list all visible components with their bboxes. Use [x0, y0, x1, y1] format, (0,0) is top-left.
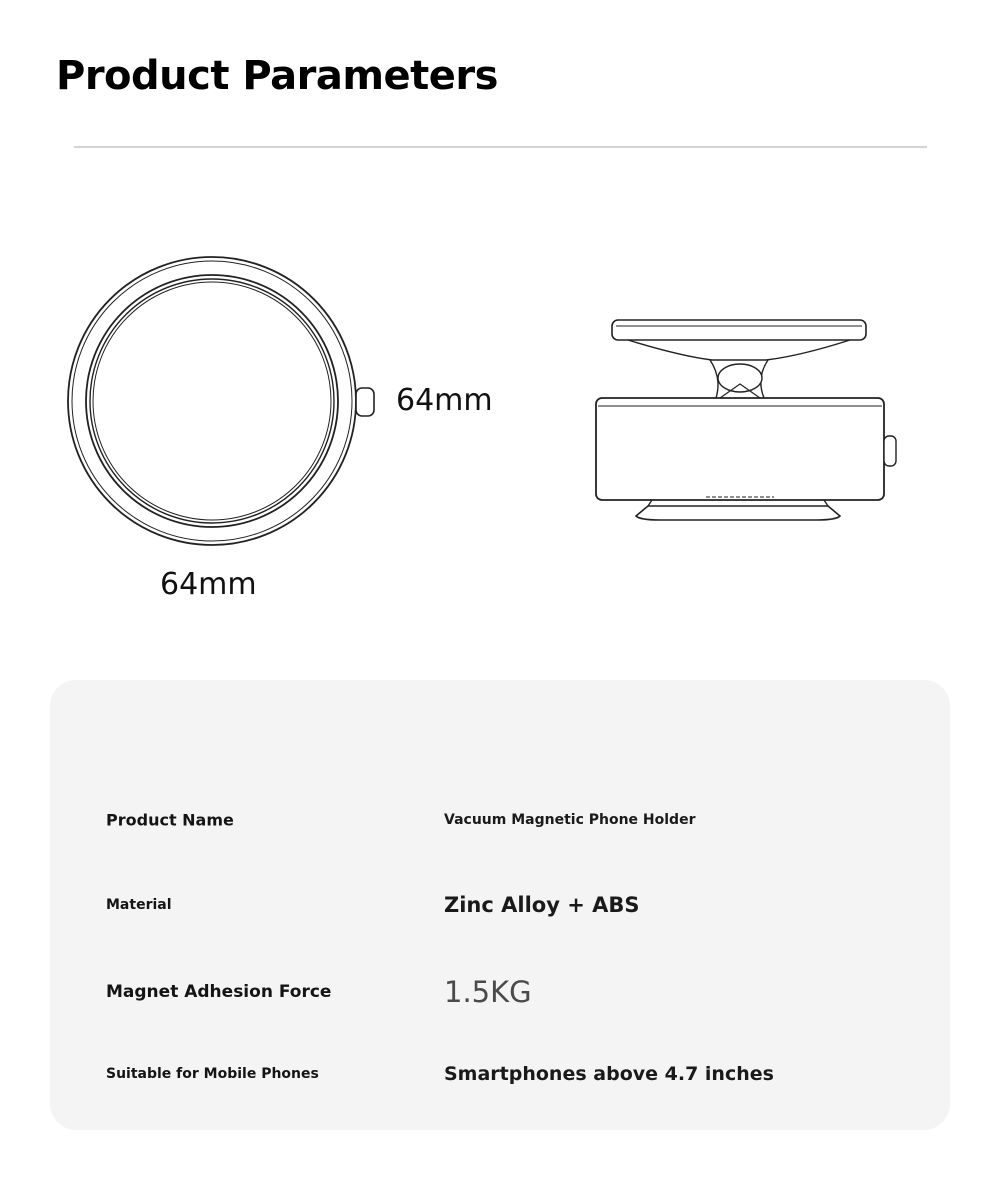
- spec-row-magnet-force: [50, 972, 950, 1012]
- product-dimension-drawing: [0, 220, 1000, 620]
- side-view-illustration: [596, 320, 896, 520]
- spec-value: Smartphones above 4.7 inches: [444, 1063, 774, 1085]
- dimension-height-label: 64mm: [160, 567, 257, 602]
- spec-row-material: [50, 885, 950, 925]
- top-view-illustration: [68, 257, 374, 545]
- spec-row-product-name: [50, 800, 950, 840]
- spec-row-compatible-phones: [50, 1054, 950, 1094]
- spec-table: [50, 680, 950, 1130]
- title-divider: [74, 146, 927, 148]
- dimension-width-label: 64mm: [396, 383, 493, 418]
- spec-value: 1.5KG: [444, 975, 532, 1009]
- page-title: Product Parameters: [56, 53, 498, 99]
- spec-label: Product Name: [106, 810, 234, 830]
- spec-value: Zinc Alloy + ABS: [444, 893, 640, 917]
- spec-label: Material: [106, 897, 172, 913]
- spec-label: Magnet Adhesion Force: [106, 982, 332, 1002]
- spec-value: Vacuum Magnetic Phone Holder: [444, 812, 696, 828]
- spec-label: Suitable for Mobile Phones: [106, 1066, 319, 1082]
